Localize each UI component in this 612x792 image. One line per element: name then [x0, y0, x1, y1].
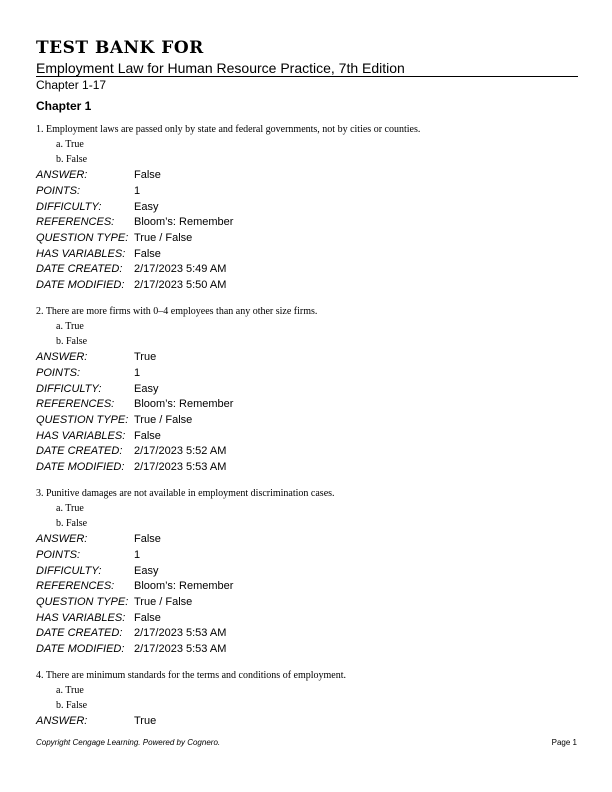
meta-label: DATE MODIFIED:: [36, 643, 125, 655]
meta-value: Easy: [134, 383, 159, 395]
question-text: 4. There are minimum standards for the terms and conditions of employment.: [36, 670, 347, 681]
meta-value: 1: [134, 185, 141, 197]
title-divider: [36, 76, 578, 77]
meta-value: False: [134, 612, 161, 624]
answer-choice: a. True: [56, 503, 84, 514]
meta-value: True / False: [134, 414, 193, 426]
meta-value: Bloom’s: Remember: [134, 216, 234, 228]
meta-value: Bloom’s: Remember: [134, 398, 234, 410]
meta-value: Bloom’s: Remember: [134, 580, 234, 592]
meta-label: DIFFICULTY:: [36, 565, 102, 577]
meta-value: False: [134, 169, 161, 181]
meta-label: HAS VARIABLES:: [36, 248, 126, 260]
meta-value: 2/17/2023 5:52 AM: [134, 445, 227, 457]
question-text: 1. Employment laws are passed only by state and federal governments, not by cities or counties.: [36, 124, 421, 135]
question-text: 3. Punitive damages are not available in employment discrimination cases.: [36, 488, 335, 499]
document-subtitle: Employment Law for Human Resource Practice, 7th Edition: [36, 60, 405, 76]
page-number: Page 1: [551, 738, 577, 747]
answer-choice: a. True: [56, 685, 84, 696]
meta-label: DATE CREATED:: [36, 263, 123, 275]
meta-label: ANSWER:: [36, 351, 88, 363]
meta-label: ANSWER:: [36, 715, 88, 727]
meta-value: Easy: [134, 565, 159, 577]
meta-value: True: [134, 351, 157, 363]
meta-label: HAS VARIABLES:: [36, 430, 126, 442]
meta-label: DATE CREATED:: [36, 627, 123, 639]
meta-label: REFERENCES:: [36, 580, 115, 592]
chapter-range: Chapter 1-17: [36, 78, 107, 92]
answer-choice: a. True: [56, 321, 84, 332]
answer-choice: a. True: [56, 139, 84, 150]
meta-label: DATE MODIFIED:: [36, 279, 125, 291]
chapter-heading: Chapter 1: [36, 99, 92, 113]
meta-label: POINTS:: [36, 367, 81, 379]
meta-label: DATE CREATED:: [36, 445, 123, 457]
answer-choice: b. False: [56, 336, 88, 347]
meta-label: QUESTION TYPE:: [36, 414, 129, 426]
meta-value: 2/17/2023 5:53 AM: [134, 461, 227, 473]
meta-value: Easy: [134, 201, 159, 213]
meta-label: ANSWER:: [36, 169, 88, 181]
meta-label: REFERENCES:: [36, 216, 115, 228]
meta-value: True / False: [134, 232, 193, 244]
meta-value: False: [134, 248, 161, 260]
meta-label: QUESTION TYPE:: [36, 232, 129, 244]
meta-value: 1: [134, 367, 141, 379]
meta-label: DIFFICULTY:: [36, 383, 102, 395]
meta-value: 1: [134, 549, 141, 561]
answer-choice: b. False: [56, 154, 88, 165]
meta-label: POINTS:: [36, 549, 81, 561]
document-title: TEST BANK FOR: [36, 38, 204, 58]
answer-choice: b. False: [56, 700, 88, 711]
meta-label: QUESTION TYPE:: [36, 596, 129, 608]
meta-label: POINTS:: [36, 185, 81, 197]
meta-value: False: [134, 533, 161, 545]
answer-choice: b. False: [56, 518, 88, 529]
question-text: 2. There are more firms with 0–4 employees than any other size firms.: [36, 306, 318, 317]
meta-value: 2/17/2023 5:50 AM: [134, 279, 227, 291]
meta-label: ANSWER:: [36, 533, 88, 545]
meta-label: DATE MODIFIED:: [36, 461, 125, 473]
meta-value: 2/17/2023 5:53 AM: [134, 643, 227, 655]
meta-value: True / False: [134, 596, 193, 608]
meta-value: 2/17/2023 5:53 AM: [134, 627, 227, 639]
footer-copyright: Copyright Cengage Learning. Powered by Cognero.: [36, 738, 221, 747]
meta-label: REFERENCES:: [36, 398, 115, 410]
meta-value: 2/17/2023 5:49 AM: [134, 263, 227, 275]
meta-label: DIFFICULTY:: [36, 201, 102, 213]
meta-value: True: [134, 715, 157, 727]
meta-value: False: [134, 430, 161, 442]
meta-label: HAS VARIABLES:: [36, 612, 126, 624]
